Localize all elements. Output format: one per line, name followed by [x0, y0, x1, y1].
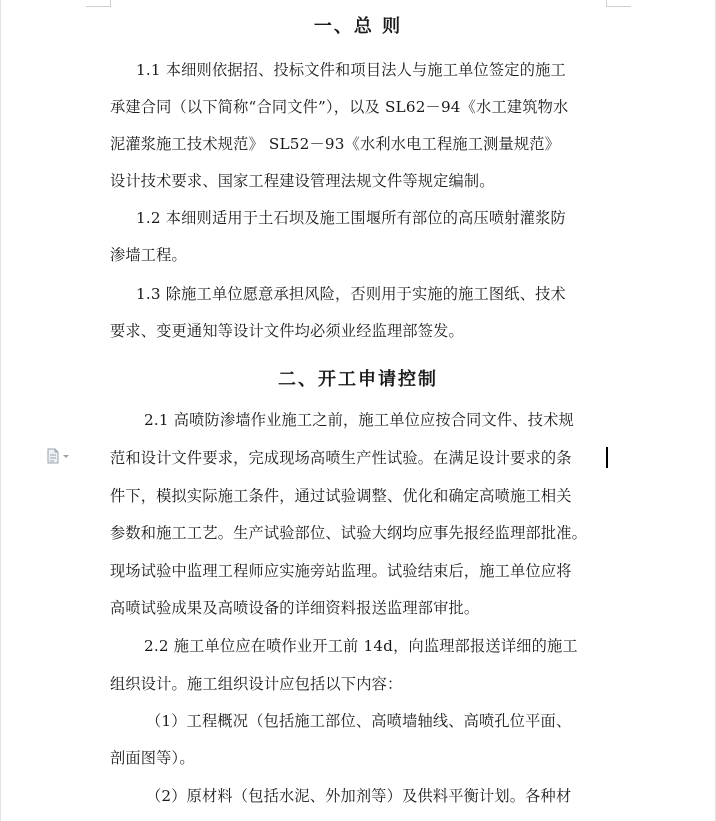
paragraph-line: 参数和施工工艺。生产试验部位、试验大纲均应事先报经监理部批准。	[110, 524, 588, 542]
paragraph-line: 要求、变更通知等设计文件均必须业经监理部签发。	[110, 322, 464, 340]
text-cursor	[606, 447, 608, 468]
paragraph-line: 1.2 本细则适用于土石坝及施工围堰所有部位的高压喷射灌浆防	[136, 209, 566, 227]
paragraph-line: 2.1 高喷防渗墙作业施工之前，施工单位应按合同文件、技术规	[144, 411, 574, 429]
margin-corner-top-right	[606, 0, 631, 7]
section-heading-general: 一、总 则	[313, 16, 403, 37]
paragraph-line: 1.3 除施工单位愿意承担风险，否则用于实施的施工图纸、技术	[136, 285, 566, 303]
paragraph-line: 1.1 本细则依据招、投标文件和项目法人与施工单位签定的施工	[136, 61, 566, 79]
list-item-line: （1）工程概况（包括施工部位、高喷墙轴线、高喷孔位平面、	[146, 712, 572, 730]
paragraph-line: 高喷试验成果及高喷设备的详细资料报送监理部审批。	[110, 599, 480, 617]
document-icon[interactable]	[45, 448, 75, 464]
list-item-line: （2）原材料（包括水泥、外加剂等）及供料平衡计划。各种材	[146, 787, 572, 805]
margin-corner-top-left	[86, 0, 111, 7]
paragraph-line: 2.2 施工单位应在喷作业开工前 14d，向监理部报送详细的施工	[144, 637, 578, 655]
paragraph-line: 泥灌浆施工技术规范》 SL52－93《水利水电工程施工测量规范》	[110, 135, 561, 153]
paragraph-line: 承建合同（以下简称“合同文件”），以及 SL62－94《水工建筑物水	[110, 98, 569, 116]
paragraph-line: 渗墙工程。	[110, 246, 187, 264]
section-heading-start-application: 二、开工申请控制	[278, 369, 438, 390]
paragraph-line: 现场试验中监理工程师应实施旁站监理。试验结束后，施工单位应将	[110, 562, 572, 580]
paragraph-line: 范和设计文件要求，完成现场高喷生产性试验。在满足设计要求的条	[110, 449, 572, 467]
paragraph-line: 设计技术要求、国家工程建设管理法规文件等规定编制。	[110, 172, 495, 190]
list-item-line: 剖面图等）。	[110, 749, 195, 767]
paragraph-line: 件下，模拟实际施工条件，通过试验调整、优化和确定高喷施工相关	[110, 487, 572, 505]
paragraph-line: 组织设计。施工组织设计应包括以下内容：	[110, 675, 403, 693]
page-border-left	[0, 0, 1, 821]
